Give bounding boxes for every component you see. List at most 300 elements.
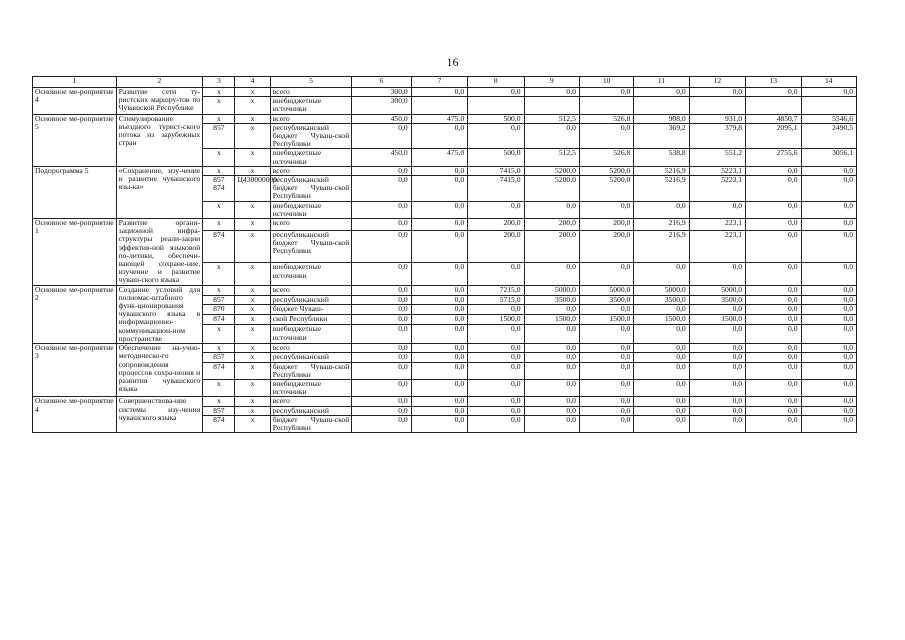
amount-cell: 5216,9	[634, 176, 689, 202]
amount-cell: 0,0	[352, 325, 411, 344]
amount-cell: 3500,0	[579, 295, 633, 305]
gov-code-cell: x	[203, 114, 235, 123]
amount-cell: 5000,0	[524, 285, 579, 295]
amount-cell: 0,0	[801, 263, 857, 285]
funding-source-cell: всего	[270, 285, 352, 295]
classifier-code-cell: x	[235, 344, 270, 353]
gov-code-cell: 874	[203, 230, 235, 263]
amount-cell: 0,0	[352, 305, 411, 315]
amount-cell: 0,0	[352, 295, 411, 305]
amount-cell: 0,0	[634, 415, 689, 432]
amount-cell: 0,0	[352, 344, 411, 353]
amount-cell: 5200,0	[524, 176, 579, 202]
amount-cell: 0,0	[352, 219, 411, 231]
amount-cell: 0,0	[689, 415, 745, 432]
classifier-code-cell: x	[235, 362, 270, 379]
amount-cell: 500,0	[468, 149, 524, 166]
amount-cell: 0,0	[689, 344, 745, 353]
amount-cell: 0,0	[689, 88, 745, 97]
amount-cell: 0,0	[411, 263, 467, 285]
classifier-code-cell: x	[235, 201, 270, 218]
amount-cell: 0,0	[579, 353, 633, 362]
amount-cell: 0,0	[411, 344, 467, 353]
amount-cell: 0,0	[801, 88, 857, 97]
amount-cell: 0,0	[524, 344, 579, 353]
funding-source-cell: внебюджетные источники	[270, 379, 352, 396]
amount-cell: 0,0	[524, 406, 579, 415]
amount-cell: 0,0	[411, 353, 467, 362]
amount-cell: 0,0	[634, 379, 689, 396]
amount-cell: 0,0	[689, 325, 745, 344]
amount-cell: 0,0	[468, 406, 524, 415]
amount-cell: 0,0	[468, 123, 524, 149]
amount-cell: 512,5	[524, 149, 579, 166]
amount-cell: 2095,1	[746, 123, 801, 149]
amount-cell: 0,0	[579, 305, 633, 315]
column-header: 1	[33, 77, 117, 88]
amount-cell: 5223,1	[689, 176, 745, 202]
page-number: 16	[446, 55, 459, 69]
amount-cell: 0,0	[579, 415, 633, 432]
amount-cell: 5000,0	[579, 285, 633, 295]
amount-cell: 0,0	[689, 379, 745, 396]
amount-cell: 0,0	[634, 397, 689, 406]
amount-cell: 0,0	[801, 325, 857, 344]
amount-cell: 0,0	[801, 176, 857, 202]
amount-cell: 223,1	[689, 219, 745, 231]
amount-cell: 0,0	[579, 325, 633, 344]
funding-source-cell: внебюджетные источники	[270, 201, 352, 218]
amount-cell: 1500,0	[468, 315, 524, 325]
amount-cell: 5200,0	[579, 176, 633, 202]
classifier-code-cell: x	[235, 263, 270, 285]
amount-cell: 0,0	[689, 263, 745, 285]
amount-cell: 3500,0	[634, 295, 689, 305]
amount-cell: 0,0	[746, 344, 801, 353]
amount-cell: 0,0	[579, 379, 633, 396]
amount-cell	[411, 97, 467, 114]
amount-cell: 0,0	[352, 166, 411, 175]
funding-source-cell: всего	[270, 114, 352, 123]
gov-code-cell: x	[203, 344, 235, 353]
gov-code-cell: 874	[203, 415, 235, 432]
amount-cell: 475,0	[411, 114, 467, 123]
amount-cell: 0,0	[411, 397, 467, 406]
amount-cell: 0,0	[579, 397, 633, 406]
amount-cell: 1500,0	[689, 315, 745, 325]
amount-cell: 0,0	[634, 305, 689, 315]
amount-cell: 0,0	[689, 406, 745, 415]
amount-cell: 0,0	[411, 406, 467, 415]
classifier-code-cell: x	[235, 415, 270, 432]
gov-code-cell: 870	[203, 305, 235, 315]
amount-cell: 0,0	[579, 362, 633, 379]
funding-source-cell: республиканский	[270, 406, 352, 415]
amount-cell: 0,0	[634, 263, 689, 285]
amount-cell: 5216,9	[634, 166, 689, 175]
column-header: 4	[235, 77, 270, 88]
amount-cell: 538,8	[634, 149, 689, 166]
amount-cell: 0,0	[524, 88, 579, 97]
table-body	[33, 88, 857, 433]
amount-cell: 0,0	[634, 325, 689, 344]
amount-cell: 0,0	[352, 406, 411, 415]
amount-cell: 0,0	[352, 176, 411, 202]
amount-cell: 0,0	[352, 415, 411, 432]
gov-code-cell: x	[203, 166, 235, 175]
amount-cell: 379,8	[689, 123, 745, 149]
gov-code-cell: 857	[203, 406, 235, 415]
column-header: 10	[579, 77, 633, 88]
funding-source-cell: республиканский бюджет Чуваш-ской Республики	[270, 230, 352, 263]
amount-cell: 7215,0	[468, 285, 524, 295]
table-row	[33, 397, 857, 406]
amount-cell: 0,0	[468, 325, 524, 344]
amount-cell: 0,0	[746, 166, 801, 175]
program-name-cell: Основное ме-роприятие 3	[33, 344, 117, 397]
amount-cell	[689, 97, 745, 114]
amount-cell: 3056,1	[801, 149, 857, 166]
amount-cell: 200,0	[468, 219, 524, 231]
amount-cell: 0,0	[411, 123, 467, 149]
funding-source-cell: всего	[270, 397, 352, 406]
amount-cell: 1500,0	[579, 315, 633, 325]
classifier-code-cell: x	[235, 315, 270, 325]
program-name-cell: Основное ме-роприятие 1	[33, 219, 117, 286]
amount-cell: 0,0	[468, 362, 524, 379]
classifier-code-cell: x	[235, 149, 270, 166]
amount-cell: 0,0	[524, 379, 579, 396]
amount-cell: 0,0	[801, 362, 857, 379]
gov-code-cell: x	[203, 325, 235, 344]
program-description-cell: Создание условий для полномас-штабного функ-ционирования чувашского языка в информационно-коммуникацион-ном пространстве	[116, 285, 203, 343]
amount-cell: 475,0	[411, 149, 467, 166]
amount-cell: 0,0	[689, 397, 745, 406]
amount-cell: 0,0	[411, 176, 467, 202]
amount-cell: 0,0	[352, 353, 411, 362]
amount-cell: 0,0	[746, 201, 801, 218]
column-header: 3	[203, 77, 235, 88]
amount-cell: 0,0	[746, 353, 801, 362]
funding-source-cell: внебюджетные источники	[270, 97, 352, 114]
amount-cell: 300,0	[352, 97, 411, 114]
amount-cell: 7415,0	[468, 176, 524, 202]
amount-cell: 0,0	[352, 123, 411, 149]
amount-cell: 0,0	[468, 263, 524, 285]
funding-source-cell: бюджет Чуваш-ской Республики	[270, 362, 352, 379]
amount-cell: 200,0	[579, 230, 633, 263]
amount-cell: 0,0	[801, 166, 857, 175]
funding-source-cell: внебюджетные источники	[270, 149, 352, 166]
gov-code-cell: x	[203, 97, 235, 114]
amount-cell: 5546,6	[801, 114, 857, 123]
amount-cell: 0,0	[411, 219, 467, 231]
amount-cell	[801, 97, 857, 114]
amount-cell: 200,0	[524, 230, 579, 263]
amount-cell: 0,0	[801, 415, 857, 432]
program-name-cell: Основное ме-роприятие 4	[33, 397, 117, 433]
amount-cell: 369,2	[634, 123, 689, 149]
gov-code-cell: 857	[203, 353, 235, 362]
gov-code-cell: x	[203, 219, 235, 231]
amount-cell: 200,0	[579, 219, 633, 231]
gov-code-cell: x	[203, 88, 235, 97]
amount-cell: 0,0	[801, 219, 857, 231]
funding-source-cell: всего	[270, 88, 352, 97]
amount-cell: 0,0	[468, 415, 524, 432]
amount-cell: 200,0	[468, 230, 524, 263]
amount-cell: 0,0	[746, 219, 801, 231]
amount-cell: 0,0	[746, 362, 801, 379]
amount-cell: 0,0	[411, 315, 467, 325]
amount-cell: 0,0	[352, 285, 411, 295]
amount-cell: 0,0	[524, 397, 579, 406]
amount-cell: 3500,0	[524, 295, 579, 305]
amount-cell: 0,0	[746, 88, 801, 97]
classifier-code-cell: x	[235, 166, 270, 175]
amount-cell: 0,0	[746, 305, 801, 315]
column-header: 2	[116, 77, 203, 88]
amount-cell: 931,0	[689, 114, 745, 123]
amount-cell: 450,0	[352, 149, 411, 166]
amount-cell: 0,0	[801, 344, 857, 353]
classifier-code-cell: x	[235, 325, 270, 344]
amount-cell: 0,0	[352, 397, 411, 406]
classifier-code-cell: x	[235, 88, 270, 97]
funding-source-cell: бюджет Чуваш-	[270, 305, 352, 315]
funding-source-cell: республиканский	[270, 295, 352, 305]
amount-cell: 0,0	[579, 123, 633, 149]
column-header: 11	[634, 77, 689, 88]
gov-code-cell: x	[203, 263, 235, 285]
amount-cell: 0,0	[411, 379, 467, 396]
amount-cell: 0,0	[801, 230, 857, 263]
amount-cell: 4850,7	[746, 114, 801, 123]
column-header: 7	[411, 77, 467, 88]
program-description-cell: Совершенствова-ние системы изу-чения чувашского языка	[116, 397, 203, 433]
funding-source-cell: всего	[270, 219, 352, 231]
amount-cell: 500,0	[468, 114, 524, 123]
amount-cell: 0,0	[352, 362, 411, 379]
column-header: 14	[801, 77, 857, 88]
amount-cell: 551,2	[689, 149, 745, 166]
program-description-cell: «Сохранение, изу-чение и развитие чувашского язы-ка»	[116, 166, 203, 218]
amount-cell: 0,0	[579, 201, 633, 218]
amount-cell: 0,0	[746, 379, 801, 396]
amount-cell: 2490,5	[801, 123, 857, 149]
gov-code-cell: x	[203, 397, 235, 406]
program-name-cell: Подпрограмма 5	[33, 166, 117, 218]
amount-cell: 0,0	[801, 406, 857, 415]
program-name-cell: Основное ме-роприятие 5	[33, 114, 117, 166]
amount-cell: 0,0	[468, 379, 524, 396]
classifier-code-cell: x	[235, 406, 270, 415]
amount-cell: 5200,0	[524, 166, 579, 175]
amount-cell: 908,0	[634, 114, 689, 123]
amount-cell	[524, 97, 579, 114]
funding-source-cell: ской Республики	[270, 315, 352, 325]
gov-code-cell: 857	[203, 295, 235, 305]
program-name-cell: Основное ме-роприятие 2	[33, 285, 117, 343]
amount-cell: 0,0	[689, 362, 745, 379]
program-description-cell: Стимулирование въездного турист-ского потока из зарубежных стран	[116, 114, 203, 166]
gov-code-cell: 857	[203, 123, 235, 149]
amount-cell: 0,0	[524, 263, 579, 285]
amount-cell: 5223,1	[689, 166, 745, 175]
amount-cell: 0,0	[746, 325, 801, 344]
amount-cell: 450,0	[352, 114, 411, 123]
amount-cell: 0,0	[579, 344, 633, 353]
amount-cell: 0,0	[689, 201, 745, 218]
amount-cell: 3500,0	[689, 295, 745, 305]
amount-cell: 0,0	[801, 305, 857, 315]
amount-cell: 0,0	[411, 325, 467, 344]
amount-cell: 0,0	[468, 353, 524, 362]
classifier-code-cell: x	[235, 305, 270, 315]
amount-cell: 0,0	[579, 406, 633, 415]
funding-source-cell: бюджет Чуваш-ской Республики	[270, 415, 352, 432]
amount-cell: 0,0	[634, 88, 689, 97]
amount-cell: 300,0	[352, 88, 411, 97]
budget-table	[32, 76, 857, 433]
amount-cell: 0,0	[352, 230, 411, 263]
gov-code-cell: x	[203, 201, 235, 218]
amount-cell: 0,0	[579, 263, 633, 285]
amount-cell: 0,0	[746, 176, 801, 202]
program-name-cell: Основное ме-роприятие 4	[33, 88, 117, 115]
amount-cell: 0,0	[579, 88, 633, 97]
classifier-code-cell: x	[235, 219, 270, 231]
amount-cell: 0,0	[746, 295, 801, 305]
amount-cell: 526,8	[579, 149, 633, 166]
amount-cell: 223,1	[689, 230, 745, 263]
amount-cell: 5000,0	[634, 285, 689, 295]
amount-cell: 1500,0	[524, 315, 579, 325]
amount-cell: 0,0	[468, 88, 524, 97]
amount-cell: 0,0	[468, 305, 524, 315]
amount-cell: 0,0	[524, 362, 579, 379]
amount-cell: 1500,0	[634, 315, 689, 325]
amount-cell: 0,0	[468, 344, 524, 353]
amount-cell: 0,0	[468, 397, 524, 406]
amount-cell: 0,0	[524, 305, 579, 315]
funding-source-cell: республиканский бюджет Чуваш-ской Республики	[270, 176, 352, 202]
funding-source-cell: внебюджетные источники	[270, 263, 352, 285]
amount-cell: 0,0	[801, 353, 857, 362]
classifier-code-cell: Ц430000000	[235, 176, 270, 202]
amount-cell: 0,0	[352, 379, 411, 396]
amount-cell: 0,0	[524, 325, 579, 344]
amount-cell: 0,0	[634, 344, 689, 353]
amount-cell: 216,9	[634, 230, 689, 263]
amount-cell: 0,0	[746, 415, 801, 432]
amount-cell: 0,0	[411, 285, 467, 295]
amount-cell: 0,0	[689, 305, 745, 315]
program-description-cell: Обеспечение на-учно-методическо-го сопровождения процессов сохра-нения и развития чувашского языка	[116, 344, 203, 397]
amount-cell: 0,0	[411, 295, 467, 305]
program-description-cell: Развитие сети ту-ристских маршру-тов по Чувашской Республике	[116, 88, 203, 115]
amount-cell: 0,0	[746, 397, 801, 406]
column-header: 9	[524, 77, 579, 88]
amount-cell: 0,0	[524, 353, 579, 362]
program-description-cell: Развитие органи-зационной инфра-структуры реали-зации эффектив-ной языковой по-литики, обеспечи-вающей сохране-ние, изучение и развитие чуваш-ского языка	[116, 219, 203, 286]
amount-cell: 512,5	[524, 114, 579, 123]
table-row	[33, 285, 857, 295]
amount-cell: 5715,0	[468, 295, 524, 305]
amount-cell: 0,0	[411, 415, 467, 432]
gov-code-cell: x	[203, 149, 235, 166]
column-header: 6	[352, 77, 411, 88]
funding-source-cell: внебюджетные источники	[270, 325, 352, 344]
amount-cell: 0,0	[411, 230, 467, 263]
amount-cell: 0,0	[352, 201, 411, 218]
amount-cell: 0,0	[746, 285, 801, 295]
table-row	[33, 219, 857, 231]
amount-cell: 0,0	[468, 201, 524, 218]
amount-cell: 0,0	[801, 379, 857, 396]
amount-cell: 0,0	[524, 123, 579, 149]
classifier-code-cell: x	[235, 97, 270, 114]
amount-cell: 5000,0	[689, 285, 745, 295]
classifier-code-cell: x	[235, 397, 270, 406]
amount-cell: 200,0	[524, 219, 579, 231]
amount-cell: 0,0	[801, 285, 857, 295]
amount-cell: 0,0	[801, 201, 857, 218]
amount-cell: 0,0	[634, 353, 689, 362]
amount-cell	[634, 97, 689, 114]
gov-code-cell: 874	[203, 362, 235, 379]
amount-cell: 0,0	[801, 397, 857, 406]
amount-cell: 0,0	[634, 201, 689, 218]
classifier-code-cell: x	[235, 114, 270, 123]
amount-cell: 0,0	[524, 201, 579, 218]
amount-cell: 216,9	[634, 219, 689, 231]
amount-cell: 0,0	[411, 305, 467, 315]
gov-code-cell: x	[203, 285, 235, 295]
funding-source-cell: республиканский бюджет Чуваш-ской Республики	[270, 123, 352, 149]
amount-cell: 526,8	[579, 114, 633, 123]
amount-cell: 0,0	[411, 201, 467, 218]
classifier-code-cell: x	[235, 295, 270, 305]
amount-cell: 2755,6	[746, 149, 801, 166]
amount-cell: 5200,0	[579, 166, 633, 175]
classifier-code-cell: x	[235, 379, 270, 396]
amount-cell	[468, 97, 524, 114]
funding-source-cell: всего	[270, 344, 352, 353]
column-header: 12	[689, 77, 745, 88]
table-row	[33, 88, 857, 97]
amount-cell: 0,0	[634, 362, 689, 379]
gov-code-cell: x	[203, 379, 235, 396]
amount-cell: 0,0	[524, 415, 579, 432]
amount-cell: 0,0	[411, 166, 467, 175]
amount-cell: 0,0	[746, 230, 801, 263]
amount-cell: 0,0	[746, 263, 801, 285]
amount-cell: 0,0	[801, 295, 857, 305]
classifier-code-cell: x	[235, 353, 270, 362]
amount-cell: 0,0	[352, 263, 411, 285]
amount-cell: 0,0	[352, 315, 411, 325]
column-header: 5	[270, 77, 352, 88]
header-row	[33, 77, 857, 88]
funding-source-cell: республиканский	[270, 353, 352, 362]
column-header: 8	[468, 77, 524, 88]
column-header: 13	[746, 77, 801, 88]
table-row	[33, 114, 857, 123]
classifier-code-cell: x	[235, 123, 270, 149]
amount-cell	[579, 97, 633, 114]
amount-cell: 0,0	[746, 406, 801, 415]
